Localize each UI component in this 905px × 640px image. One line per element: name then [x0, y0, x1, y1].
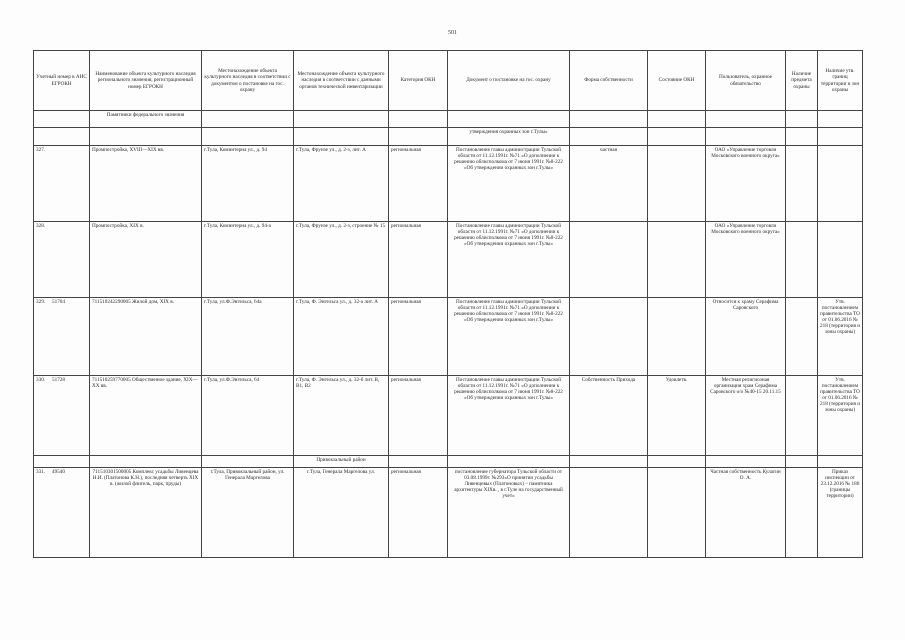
continuation-text: утверждения охранных зон г.Тулы»	[448, 128, 570, 146]
cell-location-inv: г.Тула, Фрунзе ул., д. 2-з, строение № 15	[294, 222, 389, 298]
header-row	[34, 51, 863, 111]
col-header-state: Состояние ОКН	[648, 51, 706, 111]
row-number: 329.	[36, 299, 46, 305]
cell-name: 711510301500005 Комплекс усадьбы Ливенцева Н.И. (Платонова К.Н.), последняя четверть XIX в. (жилой флигель, парк, пруды)	[90, 468, 202, 558]
cell-location-doc: г.Тула, Коминтерна ул., д. 94-а	[202, 222, 294, 298]
page-number: 501	[448, 30, 457, 36]
cell-category: региональная	[389, 222, 448, 298]
cell-category: региональная	[389, 146, 448, 222]
section-title: Памятники федерального значения	[90, 111, 202, 128]
cell-location-doc: г.Тула, Привокзальный район, ул. Генерала Маргелова	[202, 468, 294, 558]
cell-ownership	[570, 468, 648, 558]
col-header-subject: Наличие предмета охраны	[786, 51, 818, 111]
table-row	[34, 298, 863, 376]
cell-document: Постановление главы администрации Тульской области от 11.12.1991г. №71 «О дополнении к решению облисполкома от 7 июня 1991г. №8-222 «Об утверждении охранных зон г.Тулы»	[448, 146, 570, 222]
registry-table	[33, 50, 863, 558]
cell-user: ОАО «Управление торговли Московского военного округа»	[706, 146, 786, 222]
cell-borders: Утв. постановлением правительства ТО от 01.06.2016 № 218 (территория и зоны охраны)	[818, 376, 863, 456]
cell-borders	[818, 146, 863, 222]
cell-document: Постановление главы администрации Тульской области от 11.12.1991г. №71 «О дополнении к решению облисполкома от 7 июня 1991г. №8-222 «Об утверждении охранных зон г.Тулы»	[448, 222, 570, 298]
row-id: 51704	[52, 299, 65, 305]
section-row	[34, 456, 863, 468]
col-header-category: Категория ОКН	[389, 51, 448, 111]
cell-subject	[786, 222, 818, 298]
section-title: Привокзальный район	[294, 456, 389, 468]
cell-user: ОАО «Управление торговли Московского военного округа»	[706, 222, 786, 298]
cell-location-inv: г.Тула, Генерала Маргелова ул.	[294, 468, 389, 558]
col-header-ownership: Форма собственности	[570, 51, 648, 111]
col-header-document: Документ о постановке на гос. охрану	[448, 51, 570, 111]
cell-location-doc: г.Тула, Коминтерна ул., д. 94	[202, 146, 294, 222]
row-number: 331.	[36, 469, 46, 475]
cell-borders: Приказ инспекции от 23.12.2016 № 180 (границы территории)	[818, 468, 863, 558]
cell-location-inv: г.Тула, Ф. Энгельса ул., д. 32-а лит. А	[294, 298, 389, 376]
cell-category: региональная	[389, 468, 448, 558]
row-number: 327.	[36, 147, 46, 153]
col-header-user: Пользователь, охранное обязательство	[706, 51, 786, 111]
table-row	[34, 222, 863, 298]
cell-document: Постановление главы администрации Тульской области от 11.12.1991г. №71 «О дополнении к решению облисполкома от 7 июня 1991г. №8-222 «Об утверждении охранных зон г.Тулы»	[448, 298, 570, 376]
cell-name: Промпостройка, XVIII—XIX вв.	[90, 146, 202, 222]
row-id: 49540	[52, 469, 65, 475]
table-row	[34, 468, 863, 558]
col-header-name: Наименование объекта культурного наследия регионального значения, регистрационный номер ЕГРОКН	[90, 51, 202, 111]
cell-user: Относится к храму Серафима Саровского	[706, 298, 786, 376]
cell-state	[648, 146, 706, 222]
section-row	[34, 111, 863, 128]
cell-location-inv: г.Тула, Ф. Энгельса ул., д. 32-б лит. В, В1, В2	[294, 376, 389, 456]
cell-borders	[818, 222, 863, 298]
cell-location-inv: г.Тула, Фрунзе ул., д. 2-з, лит. А	[294, 146, 389, 222]
cell-borders: Утв. постановлением правительства ТО от 01.06.2016 № 218 (территория и зоны охраны)	[818, 298, 863, 376]
cell-state	[648, 468, 706, 558]
cell-name: 711510259770005 Общественное здание, XIX—XX вв.	[90, 376, 202, 456]
cell-subject	[786, 146, 818, 222]
cell-subject	[786, 376, 818, 456]
cell-ownership	[570, 222, 648, 298]
table-row	[34, 376, 863, 456]
cell-location-doc: г.Тула, ул.Ф.Энгельса, 64а	[202, 298, 294, 376]
col-header-location-doc: Местонахождение объекта культурного наследия в соответствии с документом о постановке на гос. охрану	[202, 51, 294, 111]
col-header-borders: Наличие утв. границ территории и зон охраны	[818, 51, 863, 111]
cell-name: 711510242290005 Жилой дом, XIX в.	[90, 298, 202, 376]
table-row	[34, 146, 863, 222]
cell-state	[648, 222, 706, 298]
cell-document: постановление губернатора Тульской области от 03.08.1999г. №293«О принятии усадьбы Ливенцевых (Платоновых) – памятника архитектуры XIXв. , в г.Туле на государственный учет»	[448, 468, 570, 558]
row-id: 51728	[52, 377, 65, 383]
cell-category: региональная	[389, 376, 448, 456]
cell-location-doc: г.Тула, ул.Ф.Энгельса, 64	[202, 376, 294, 456]
col-header-id: Учетный номер в АИС ЕГРОКН	[34, 51, 90, 111]
cell-user: Местная религиозная организация храм Серафима Саровского о/о №40-15 20.11.15	[706, 376, 786, 456]
cell-ownership: Собственность Прихода	[570, 376, 648, 456]
cell-ownership: частная	[570, 146, 648, 222]
row-number: 330.	[36, 377, 46, 383]
cell-subject	[786, 468, 818, 558]
cell-user: Частная собственность Кулагин О. А.	[706, 468, 786, 558]
cell-state	[648, 298, 706, 376]
continuation-row	[34, 128, 863, 146]
cell-subject	[786, 298, 818, 376]
col-header-location-inv: Местонахождение объекта культурного наследия в соответствии с данными органов технической инвентаризации	[294, 51, 389, 111]
cell-document: Постановление главы администрации Тульской области от 11.12.1991г. №71 «О дополнении к решению облисполкома от 7 июня 1991г. №8-222 «Об утверждении охранных зон г.Тулы»	[448, 376, 570, 456]
cell-state: Удовлетв.	[648, 376, 706, 456]
cell-ownership	[570, 298, 648, 376]
row-number: 328.	[36, 223, 46, 229]
cell-name: Промпостройка, XIX в.	[90, 222, 202, 298]
cell-category: региональная	[389, 298, 448, 376]
